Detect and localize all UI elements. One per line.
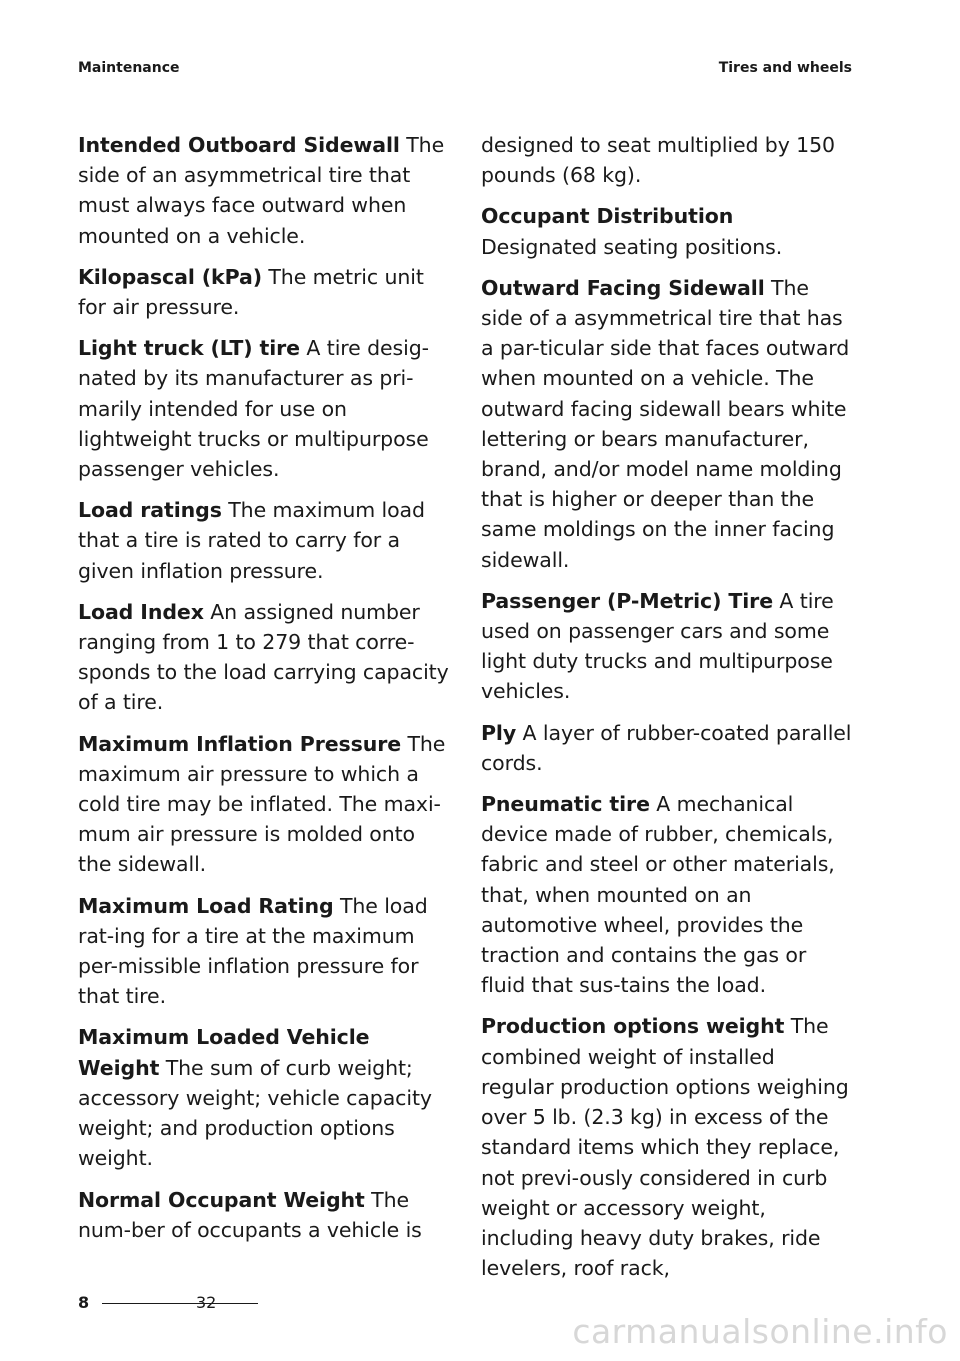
footer-divider (102, 1303, 258, 1304)
glossary-entry (78, 1022, 450, 1173)
entry-term: Kilopascal (kPa) (78, 264, 262, 289)
entry-definition: The num-ber of occupants a vehicle is (78, 1187, 422, 1242)
entry-term: Normal Occupant Weight (78, 1187, 365, 1212)
glossary-entry (481, 789, 853, 1000)
entry-term: Maximum Load Rating (78, 893, 334, 918)
entry-definition: The side of an asymmetrical tire that must always face outward when mounted on a vehicle. (78, 133, 445, 248)
glossary-entry (481, 1011, 853, 1283)
entry-definition: A layer of rubber-coated parallel cords. (481, 720, 852, 775)
entry-term: Maximum Loaded Vehicle Weight (78, 1025, 370, 1080)
glossary-entry (481, 273, 853, 575)
entry-term: Intended Outboard Sidewall (78, 133, 400, 157)
glossary-entry (481, 586, 853, 707)
entry-term: Ply (481, 720, 517, 745)
entry-term: Light truck (LT) tire (78, 336, 300, 361)
page-number: 32 (196, 1293, 217, 1312)
glossary-entry (78, 729, 450, 880)
chapter-number: 8 (78, 1293, 90, 1312)
entry-term: Load ratings (78, 498, 222, 523)
entry-term: Pneumatic tire (481, 792, 650, 817)
site-watermark: carmanualsonline.info (572, 1312, 948, 1351)
entry-term: Maximum Inflation Pressure (78, 731, 402, 756)
entry-definition: The maximum load that a tire is rated to carry for a given inflation pressure. (78, 498, 425, 583)
entry-definition: The side of a asymmetrical tire that has a par-ticular side that faces outward when mounted on a vehicle. The outward facing sidewall bears white lettering or bears manufacturer, brand, and/or model name molding that is higher or deeper than the same moldings on the inner facing sidewall. (481, 275, 850, 572)
glossary-entry (78, 130, 450, 251)
entry-definition: The sum of curb weight; accessory weight; vehicle capacity weight; and production options weight. (78, 1055, 432, 1171)
right-column (481, 130, 853, 1294)
entry-definition: A tire desig-nated by its manufacturer as pri-marily intended for use on lightweight trucks or multipurpose passenger vehicles. (78, 336, 429, 482)
entry-term: Passenger (P-Metric) Tire (481, 588, 773, 613)
glossary-entry (78, 262, 450, 322)
entry-definition: The load rat-ing for a tire at the maximum per-missible inflation pressure for that tire. (78, 893, 428, 1009)
entry-definition: The combined weight of installed regular production options weighing over 5 lb. (2.3 kg) in excess of the standard items which they replace, not previ-ously considered in curb weight or accessory weight, including heavy duty brakes, ride levelers, roof rack, (481, 1014, 849, 1281)
glossary-entry (78, 597, 450, 718)
section-title: Maintenance (78, 60, 180, 76)
entry-definition: Designated seating positions. (481, 234, 783, 259)
entry-term: Load Index (78, 599, 204, 624)
glossary-entry (481, 718, 853, 778)
glossary-entry-continued (481, 130, 853, 190)
glossary-entry (481, 201, 853, 261)
entry-term: Occupant Distribution (481, 204, 734, 229)
entry-term: Production options weight (481, 1014, 785, 1039)
entry-definition: A mechanical device made of rubber, chemicals, fabric and steel or other materials, that, when mounted on an automotive wheel, provides the traction and contains the gas or fluid that sus-tains the load. (481, 792, 835, 998)
entry-definition: A tire used on passenger cars and some light duty trucks and multipurpose vehicles. (481, 588, 834, 704)
glossary-entry (78, 891, 450, 1012)
topic-title: Tires and wheels (718, 60, 852, 76)
left-column (78, 130, 450, 1256)
entry-definition: The metric unit for air pressure. (78, 264, 424, 320)
entry-definition: designed to seat multiplied by 150 pounds (68 kg). (481, 133, 835, 188)
glossary-entry (78, 333, 450, 484)
entry-definition: An assigned number ranging from 1 to 279 that corre-sponds to the load carrying capacity of a tire. (78, 599, 449, 715)
entry-term: Outward Facing Sidewall (481, 275, 765, 300)
running-header (78, 60, 852, 82)
entry-definition: The maximum air pressure to which a cold tire may be inflated. The maxi-mum air pressure is molded onto the sidewall. (78, 731, 446, 877)
glossary-entry (78, 1185, 450, 1245)
glossary-entry (78, 495, 450, 586)
